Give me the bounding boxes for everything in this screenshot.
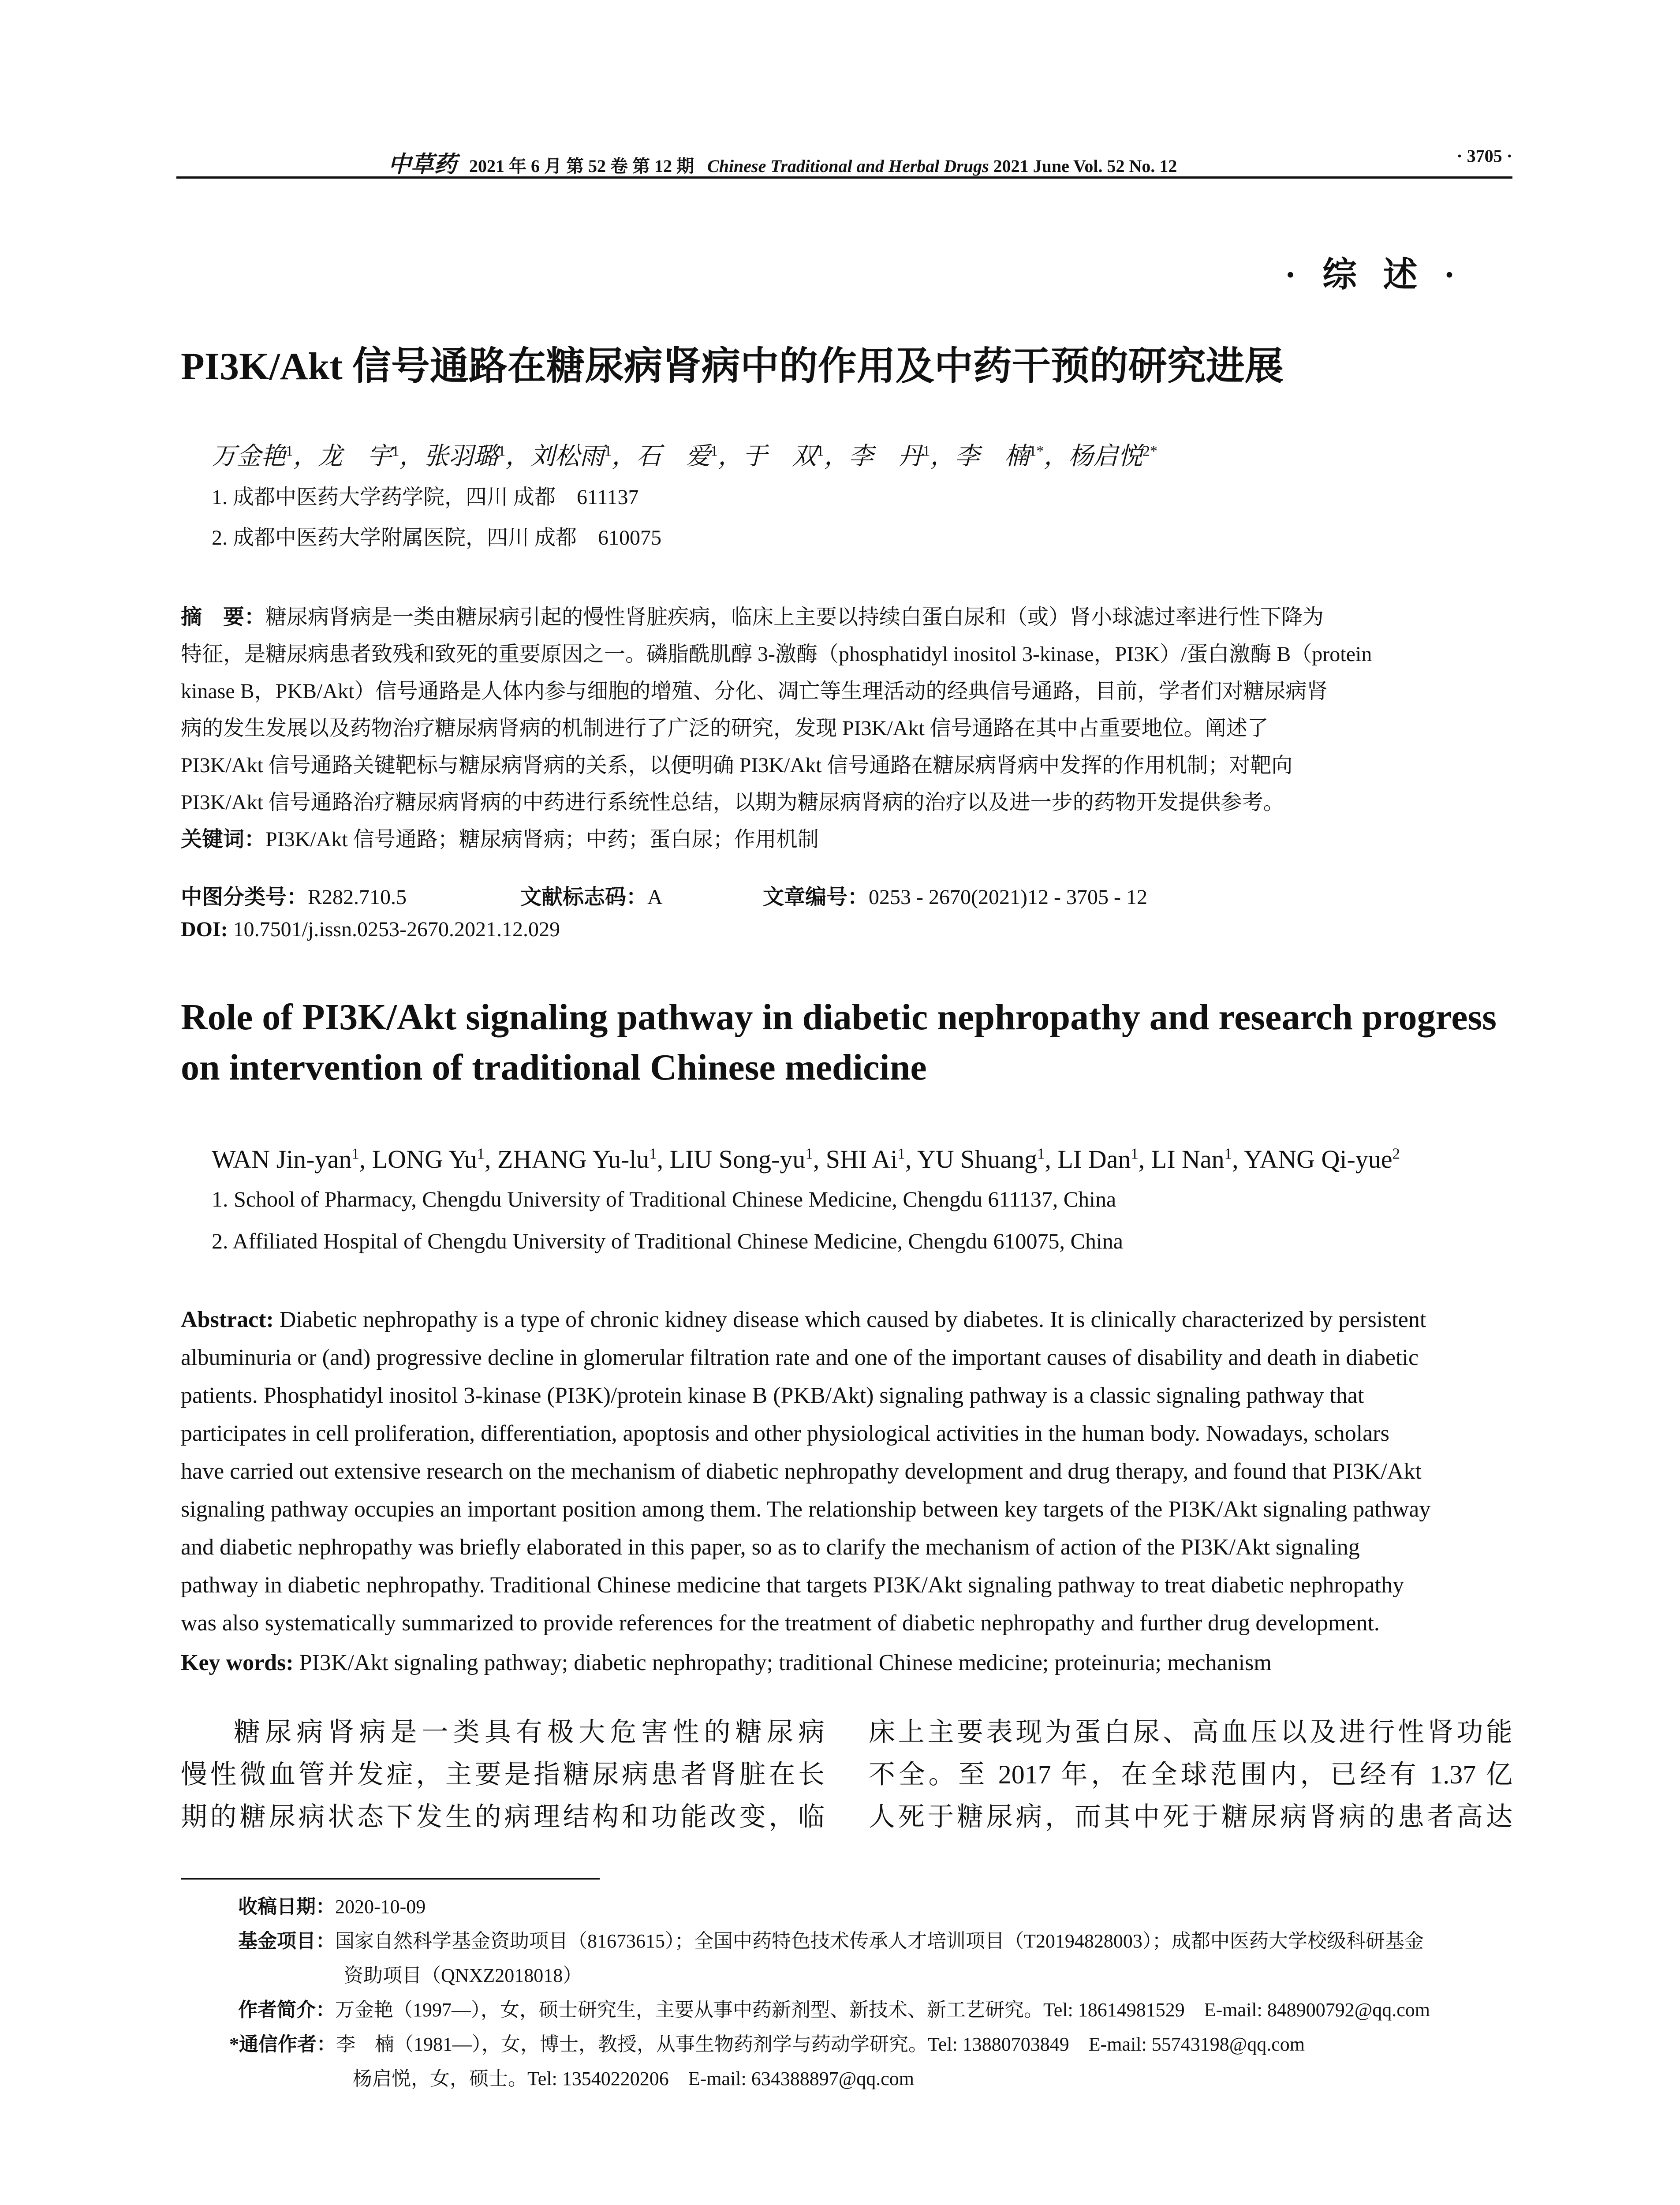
keywords-cn-text: PI3K/Akt 信号通路；糖尿病肾病；中药；蛋白尿；作用机制	[265, 828, 819, 851]
author-cn-sup: 1	[816, 443, 824, 460]
issue-cn: 2021 年 6 月 第 52 卷 第 12 期	[469, 156, 694, 176]
body-line: 糖尿病肾病是一类具有极大危害性的糖尿病	[234, 1718, 825, 1747]
footnote-rule	[181, 1878, 600, 1880]
abstract-cn-line: PI3K/Akt 信号通路关键靶标与糖尿病肾病的关系，以便明确 PI3K/Akt 信号通路在糖尿病肾病中发挥的作用机制；对靶向	[181, 754, 1293, 777]
title-en-line: on intervention of traditional Chinese medicine	[181, 1047, 927, 1088]
abstract-en	[181, 1301, 1512, 1642]
author-en-name: YU Shuang$^1$	[917, 1145, 1045, 1174]
author-en-sup: 1	[1037, 1145, 1045, 1162]
author-en-name: WAN Jin-yan$^1$	[212, 1145, 359, 1174]
body-line: 人死于糖尿病，而其中死于糖尿病肾病的患者高达	[869, 1802, 1512, 1831]
doi-value[interactable]: 10.7501/j.issn.0253-2670.2021.12.029	[233, 918, 560, 941]
body-line: 床上主要表现为蛋白尿、高血压以及进行性肾功能	[869, 1718, 1512, 1747]
author-cn-name: 张羽璐$^1$	[424, 443, 506, 470]
doc-code-value: A	[647, 886, 663, 909]
abstract-cn	[181, 599, 1512, 858]
title-en	[181, 992, 1517, 1093]
corresponding-author-2: 杨启悦，女，硕士。Tel: 13540220206 E-mail: 634388897@qq.com	[353, 2068, 915, 2089]
author-en-sup: 1	[1224, 1145, 1232, 1162]
author-en-sup: 1	[477, 1145, 485, 1162]
author-cn-name: 龙 宇$^1$	[317, 443, 399, 470]
author-en-name: LIU Song-$yu^1$	[669, 1145, 813, 1174]
abstract-cn-line: 糖尿病肾病是一类由糖尿病引起的慢性肾脏疾病，临床上主要以持续白蛋白尿和（或）肾小球滤过率进行性下降为	[265, 605, 1324, 629]
abstract-en-line: and diabetic nephropathy was briefly elaborated in this paper, so as to clarify the mechanism of action of the PI3K/Akt signaling	[181, 1535, 1360, 1560]
corresponding-author: *通信作者：李 楠（1981—），女，博士，教授，从事生物药剂学与药动学研究。Tel: 13880703849 E-mail: 55743198@qq.com	[229, 2033, 1305, 2055]
header-journal-info	[388, 146, 1177, 179]
author-cn-sup: 1*	[1029, 443, 1044, 460]
author-en-sup: 2	[1392, 1145, 1400, 1162]
keywords-cn-label: 关键词：	[181, 828, 266, 851]
keywords-en	[181, 1644, 1512, 1682]
clc-label: 中图分类号：	[181, 886, 308, 909]
doi-line	[181, 917, 560, 942]
affiliation-en-2: 2. Affiliated Hospital of Chengdu University of Traditional Chinese Medicine, Chengdu 610075, China	[212, 1229, 1123, 1253]
body-line: 慢性微血管并发症，主要是指糖尿病患者肾脏在长	[181, 1760, 825, 1789]
author-en-sup: 1	[805, 1145, 813, 1162]
author-cn-sup: 1	[498, 443, 506, 460]
authors-en: WAN Jin-yan$^1$, LONG Yu$^1$, ZHANG $Yu-lu^1$, LIU Song-$yu^1$, SHI Ai$^1$, YU Shuang$^1$, LI Dan$^1$, LI Nan$^1$, YANG Qi-yue$^2$	[212, 1145, 1400, 1174]
running-header	[176, 141, 1512, 177]
body-line: 不全。至 2017 年，在全球范围内，已经有 1.37 亿	[869, 1760, 1512, 1789]
doc-code-label: 文献标志码：	[520, 886, 648, 909]
abstract-cn-line: 病的发生发展以及药物治疗糖尿病肾病的机制进行了广泛的研究，发现 PI3K/Akt 信号通路在其中占重要地位。阐述了	[181, 717, 1269, 740]
body-column-left	[181, 1711, 825, 1838]
author-en-name: SHI Ai$^1$	[825, 1145, 905, 1174]
abstract-en-line: pathway in diabetic nephropathy. Traditional Chinese medicine that targets PI3K/Akt signaling pathway to treat diabetic nephropathy	[181, 1573, 1404, 1598]
abstract-cn-line: PI3K/Akt 信号通路治疗糖尿病肾病的中药进行系统性总结，以期为糖尿病肾病的治疗以及进一步的药物开发提供参考。	[181, 791, 1284, 814]
issue-en: 2021 June Vol. 52 No. 12	[993, 156, 1177, 176]
abstract-cn-line: 特征，是糖尿病患者致残和致死的重要原因之一。磷脂酰肌醇 3-激酶（phosphatidyl inositol 3-kinase，PI3K）/蛋白激酶 B（protein	[181, 643, 1372, 666]
body-line: 期的糖尿病状态下发生的病理结构和功能改变，临	[181, 1802, 825, 1831]
abstract-en-line: have carried out extensive research on the mechanism of diabetic nephropathy development and drug therapy, and found that PI3K/Akt	[181, 1459, 1422, 1484]
keywords-en-label: Key words:	[181, 1650, 294, 1675]
author-en-sup: 1	[1131, 1145, 1139, 1162]
abstract-en-line: participates in cell proliferation, differentiation, apoptosis and other physiological activities in the human body. Nowadays, scholars	[181, 1421, 1389, 1446]
header-rule	[176, 176, 1512, 179]
author-cn-sup: 1	[604, 443, 612, 460]
title-en-line: Role of PI3K/Akt signaling pathway in diabetic nephropathy and research progress	[181, 997, 1497, 1038]
section-tag: · 综 述 ·	[1284, 255, 1464, 294]
author-cn-sup: 1	[922, 443, 930, 460]
author-en-name: LI Nan$^1$	[1151, 1145, 1232, 1174]
body-column-right	[869, 1711, 1512, 1838]
page-number: · 3705 ·	[1456, 146, 1512, 166]
fund-info: 基金项目：国家自然科学基金资助项目（81673615）；全国中药特色技术传承人才培训项目（T20194828003）；成都中医药大学校级科研基金	[238, 1930, 1424, 1952]
author-en-name: YANG Qi-yue$^2$	[1243, 1145, 1400, 1174]
author-cn-name: 李 楠$^{1*}$	[955, 443, 1044, 470]
footnotes	[229, 1890, 1517, 2096]
journal-name-en: Chinese Traditional and Herbal Drugs	[707, 156, 989, 176]
journal-brand: 中草药	[388, 152, 457, 177]
fund-info-cont: 资助项目（QNXZ2018018）	[344, 1965, 582, 1986]
authors-cn: 万金艳$^1$，龙 宇$^1$，张羽璐$^1$，刘松雨$^1$，石 爱$^1$，于 双$^1$，李 丹$^1$，李 楠$^{1*}$，杨启悦$^{2*}$	[212, 443, 1157, 470]
abstract-cn-line: kinase B，PKB/Akt）信号通路是人体内参与细胞的增殖、分化、凋亡等生理活动的经典信号通路，目前，学者们对糖尿病肾	[181, 680, 1328, 703]
affiliation-cn-1: 1. 成都中医药大学药学院，四川 成都 611137	[212, 486, 639, 509]
author-en-name: ZHANG $Yu-lu^1$	[497, 1145, 657, 1174]
keywords-cn	[181, 821, 1512, 858]
article-number-label: 文章编号：	[763, 886, 869, 909]
abstract-en-line: Diabetic nephropathy is a type of chronic kidney disease which caused by diabetes. It is clinically characterized by persistent	[279, 1307, 1426, 1332]
author-cn-sup: 1	[710, 443, 718, 460]
author-cn-sup: 2*	[1142, 443, 1157, 460]
affiliation-en-1: 1. School of Pharmacy, Chengdu University of Traditional Chinese Medicine, Chengdu 611137, China	[212, 1187, 1116, 1211]
abstract-en-line: patients. Phosphatidyl inositol 3-kinase (PI3K)/protein kinase B (PKB/Akt) signaling pathway is a classic signaling pathway that	[181, 1383, 1364, 1408]
author-cn-name: 于 双$^1$	[742, 443, 824, 470]
author-en-name: LI Dan$^1$	[1057, 1145, 1139, 1174]
title-cn: PI3K/Akt 信号通路在糖尿病肾病中的作用及中药干预的研究进展	[181, 345, 1284, 388]
abstract-en-line: signaling pathway occupies an important position among them. The relationship between key targets of the PI3K/Akt signaling pathway	[181, 1497, 1431, 1522]
abstract-en-line: was also systematically summarized to provide references for the treatment of diabetic nephropathy and further drug development.	[181, 1611, 1380, 1636]
received-date: 收稿日期：2020-10-09	[238, 1896, 426, 1917]
author-cn-name: 杨启悦$^{2*}$	[1068, 443, 1157, 470]
affiliation-cn-2: 2. 成都中医药大学附属医院，四川 成都 610075	[212, 526, 662, 549]
clc-value: R282.710.5	[308, 886, 407, 909]
author-en-sup: 1	[351, 1145, 359, 1162]
author-cn-name: 刘松雨$^1$	[530, 443, 612, 470]
author-cn-name: 李 丹$^1$	[848, 443, 930, 470]
article-number-value: 0253 - 2670(2021)12 - 3705 - 12	[869, 886, 1147, 909]
author-cn-name: 万金艳$^1$	[212, 443, 293, 470]
author-en-sup: 1	[649, 1145, 657, 1162]
author-en-name: LONG Yu$^1$	[372, 1145, 485, 1174]
author-cn-name: 石 爱$^1$	[636, 443, 718, 470]
author-cn-sup: 1	[392, 443, 399, 460]
abstract-en-label: Abstract:	[181, 1307, 274, 1332]
author-en-sup: 1	[897, 1145, 905, 1162]
keywords-en-text: PI3K/Akt signaling pathway; diabetic nephropathy; traditional Chinese medicine; proteinuria; mechanism	[299, 1650, 1272, 1675]
author-cn-sup: 1	[286, 443, 293, 460]
abstract-en-line: albuminuria or (and) progressive decline in glomerular filtration rate and one of the important causes of disability and death in diabetic	[181, 1345, 1419, 1370]
doi-label: DOI:	[181, 918, 228, 941]
author-bio: 作者简介：万金艳（1997—），女，硕士研究生，主要从事中药新剂型、新技术、新工艺研究。Tel: 18614981529 E-mail: 848900792@qq.com	[238, 1999, 1430, 2021]
abstract-cn-label: 摘 要：	[181, 605, 266, 629]
